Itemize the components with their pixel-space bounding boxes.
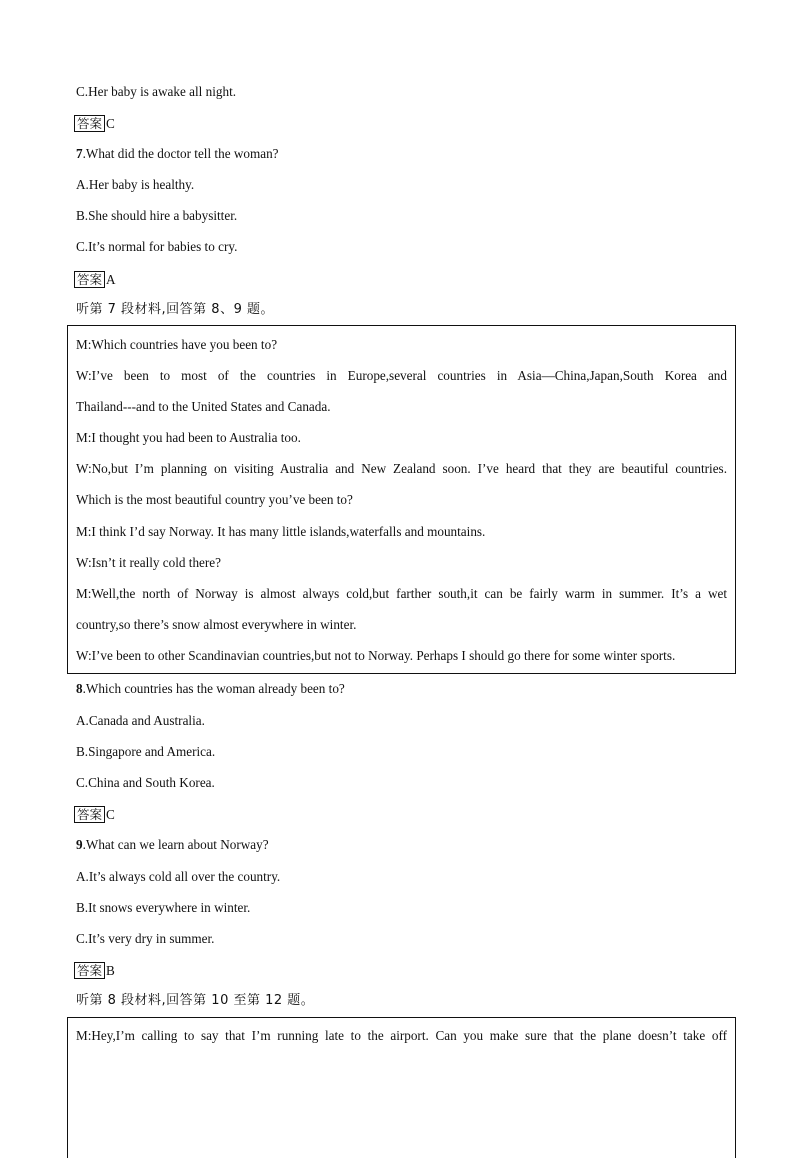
q8-question xyxy=(76,681,345,697)
answer-value: A xyxy=(106,272,116,287)
question-text: .What can we learn about Norway? xyxy=(82,837,269,852)
q7-option-b: B.She should hire a babysitter. xyxy=(76,208,238,223)
q9-question xyxy=(76,837,269,853)
dialogue-line: W:I’ve been to most of the countries in Europe,several countries in Asia—China,Japan,South Korea and xyxy=(76,368,727,383)
q9-option-c: C.It’s very dry in summer. xyxy=(76,931,215,946)
dialogue-line: M:Well,the north of Norway is almost always cold,but farther south,it can be fairly warm in summer. It’s a wet xyxy=(76,586,727,601)
answer-tag: 答案 xyxy=(74,962,105,979)
answer-tag: 答案 xyxy=(74,806,105,823)
dialogue-line: M:Hey,I’m calling to say that I’m running late to the airport. Can you make sure that the plane doesn’t take off xyxy=(76,1028,727,1043)
q8-option-b: B.Singapore and America. xyxy=(76,744,216,759)
answer-tag: 答案 xyxy=(74,115,105,132)
section8-instruction: 听第 8 段材料,回答第 10 至第 12 题。 xyxy=(76,993,315,1008)
q7-question xyxy=(76,146,279,162)
question-text: .Which countries has the woman already been to? xyxy=(82,681,345,696)
q9-option-a: A.It’s always cold all over the country. xyxy=(76,869,281,884)
q9-option-b: B.It snows everywhere in winter. xyxy=(76,900,251,915)
dialogue-line: W:I’ve been to other Scandinavian countries,but not to Norway. Perhaps I should go there for some winter sports. xyxy=(76,648,676,663)
q8-option-a: A.Canada and Australia. xyxy=(76,713,205,728)
dialogue-line: W:Isn’t it really cold there? xyxy=(76,555,222,570)
q7-option-a: A.Her baby is healthy. xyxy=(76,177,195,192)
answer-value: C xyxy=(106,807,115,822)
dialogue-line: country,so there’s snow almost everywhere in winter. xyxy=(76,617,357,632)
answer-value: C xyxy=(106,116,115,131)
q7-answer xyxy=(74,271,116,288)
q6-answer xyxy=(74,115,115,132)
question-number: 9 xyxy=(76,837,83,852)
dialogue-line: M:I thought you had been to Australia too. xyxy=(76,430,301,445)
q6-option-c: C.Her baby is awake all night. xyxy=(76,84,237,99)
question-number: 8 xyxy=(76,681,83,696)
answer-tag: 答案 xyxy=(74,271,105,288)
answer-value: B xyxy=(106,963,115,978)
dialogue8-box xyxy=(67,1017,736,1158)
q7-option-c: C.It’s normal for babies to cry. xyxy=(76,239,238,254)
dialogue-line: M:I think I’d say Norway. It has many little islands,waterfalls and mountains. xyxy=(76,524,486,539)
q9-answer xyxy=(74,962,115,979)
dialogue-line: Which is the most beautiful country you’ve been to? xyxy=(76,492,353,507)
q8-answer xyxy=(74,806,115,823)
dialogue-line: Thailand---and to the United States and Canada. xyxy=(76,399,331,414)
dialogue7-box xyxy=(67,325,736,674)
dialogue-line: W:No,but I’m planning on visiting Australia and New Zealand soon. I’ve heard that they are beautiful countries. xyxy=(76,461,727,476)
question-text: .What did the doctor tell the woman? xyxy=(82,146,279,161)
dialogue-line: M:Which countries have you been to? xyxy=(76,337,278,352)
question-number: 7 xyxy=(76,146,83,161)
section7-instruction: 听第 7 段材料,回答第 8、9 题。 xyxy=(76,302,274,317)
q8-option-c: C.China and South Korea. xyxy=(76,775,215,790)
